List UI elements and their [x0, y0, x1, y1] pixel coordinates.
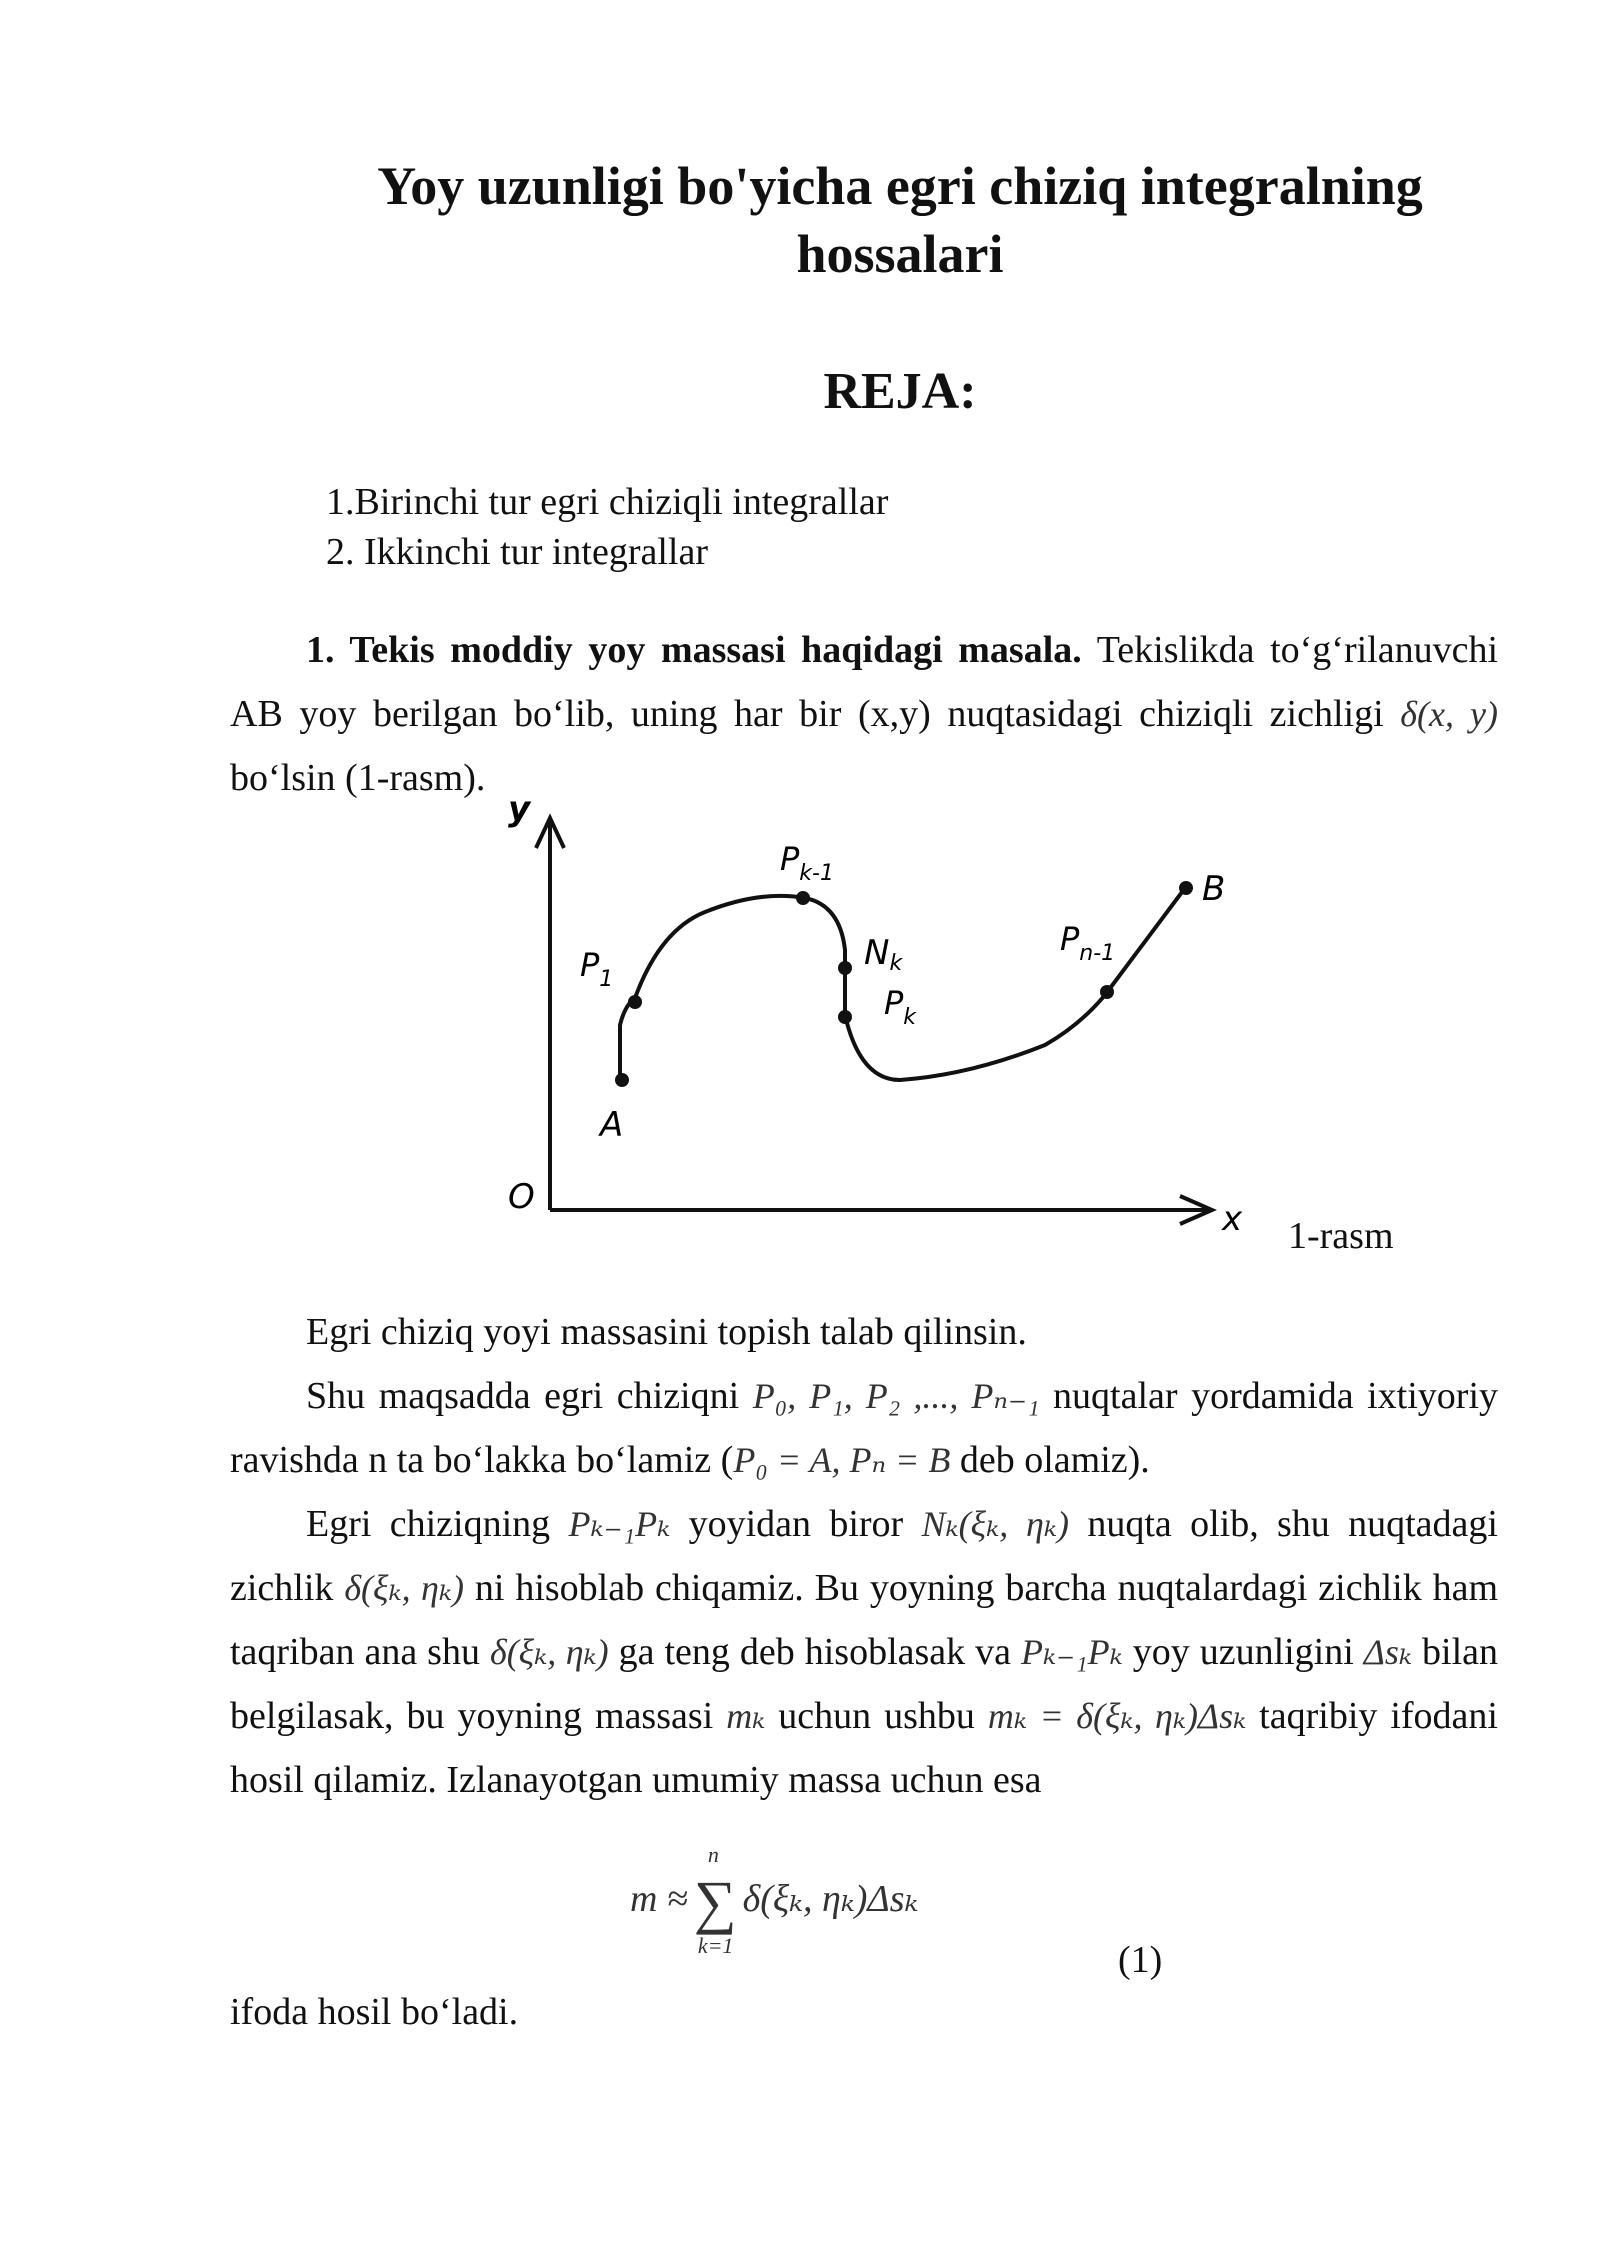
point-Pk [838, 1010, 852, 1024]
plan-heading: REJA: [823, 363, 977, 420]
label-origin: O [508, 1177, 535, 1217]
p4-text-c: nuqta olib, shu nuqtadagi zichlik [230, 1503, 1498, 1609]
equation-lhs: m ≈ [630, 1878, 688, 1921]
sum-symbol: n ∑ k=1 [693, 1842, 737, 1958]
p4-text-i: taqribiy ifodani hosil qilamiz. Izlanayotgan umumiy massa uchun esa [230, 1695, 1498, 1801]
formula-density-nk-2: δ(ξₖ, ηₖ) [489, 1632, 609, 1672]
formula-arc-length: Δsₖ [1363, 1632, 1413, 1672]
figure-arc-diagram [500, 790, 1260, 1250]
label-Pk-1: $P_{k-1}$ [780, 840, 834, 886]
formula-partition-points: P₀, P₁, P₂ ,..., Pₙ₋₁ [752, 1376, 1040, 1416]
formula-density: δ(x, y) [1400, 694, 1499, 734]
p4-text-g: bilan belgilasak, bu yoyning massasi [230, 1631, 1499, 1737]
p4-text-f: yoy uzunligini [1122, 1631, 1364, 1673]
formula-arc-segment-2: Pₖ₋₁Pₖ [1020, 1632, 1123, 1672]
label-x: x [1222, 1199, 1243, 1239]
paragraph-2: Egri chiziq yoyi massasini topish talab qilinsin. [306, 1311, 1027, 1353]
equation-1 [630, 1842, 919, 1958]
label-Pk: $P_k$ [884, 984, 917, 1030]
plan-item-2: 2. Ikkinchi tur integrallar [326, 531, 708, 573]
label-B: B [1202, 869, 1226, 909]
point-P1 [628, 995, 642, 1009]
section-1-text-b: bo‘lsin (1-rasm). [230, 757, 486, 799]
point-B [1179, 881, 1193, 895]
sum-upper-limit: n [707, 1842, 719, 1867]
paragraph-3 [230, 1364, 1498, 1492]
p3-text-a: Shu maqsadda egri chiziqni [306, 1375, 753, 1417]
point-Pn-1 [1100, 985, 1114, 999]
equation-rhs: δ(ξₖ, ηₖ)Δsₖ [742, 1878, 919, 1921]
formula-endpoints: P₀ = A, Pₙ = B [733, 1440, 951, 1480]
p4-text-d: ni hisoblab chiqamiz. Bu yoyning barcha nuqtalardagi zichlik ham taqriban ana shu [230, 1567, 1499, 1673]
p3-text-b: nuqtalar yordamida ixtiyoriy ravishda n ta bo‘lakka bo‘lamiz ( [230, 1375, 1499, 1481]
formula-mass-approx: mₖ = δ(ξₖ, ηₖ)Δsₖ [987, 1696, 1247, 1736]
p3-text-c: deb olamiz). [950, 1439, 1150, 1481]
p4-text-e: ga teng deb hisoblasak va [608, 1631, 1021, 1673]
formula-density-nk: δ(ξₖ, ηₖ) [344, 1568, 464, 1608]
label-Pn-1: $P_{n-1}$ [1060, 920, 1116, 966]
label-y: y [508, 790, 531, 829]
label-P1: $P_1$ [580, 946, 614, 992]
point-A [615, 1073, 629, 1087]
label-A: A [600, 1105, 624, 1145]
formula-point-nk: Nₖ(ξₖ, ηₖ) [921, 1504, 1069, 1544]
point-Pk-1 [796, 891, 810, 905]
page-title [300, 152, 1500, 288]
equation-number: (1) [1118, 1939, 1163, 1981]
point-Nk [838, 961, 852, 975]
section-1-paragraph [230, 618, 1498, 810]
figure-caption: 1-rasm [1288, 1215, 1394, 1257]
p4-text-h: uchun ushbu [765, 1695, 988, 1737]
section-1-text-a: Tekislikda to‘g‘rilanuvchi AB yoy berilgan bo‘lib, uning har bir (x,y) nuqtasidagi chiziqli zichligi [230, 629, 1498, 735]
section-1-heading: 1. Tekis moddiy yoy massasi haqidagi masala. [306, 629, 1082, 671]
sum-lower-limit: k=1 [697, 1933, 734, 1958]
p4-text-b: yoyidan biror [670, 1503, 922, 1545]
formula-arc-segment: Pₖ₋₁Pₖ [568, 1504, 671, 1544]
plan-item-1: 1.Birinchi tur egri chiziqli integrallar [326, 481, 889, 523]
title-line-2: hossalari [796, 224, 1004, 284]
p4-text-a: Egri chiziqning [306, 1503, 569, 1545]
paragraph-5: ifoda hosil bo‘ladi. [230, 1991, 519, 2033]
label-Nk: Nk [864, 933, 903, 976]
paragraph-4 [230, 1492, 1498, 1812]
title-line-1: Yoy uzunligi bo'yicha egri chiziq integralning [377, 156, 1423, 216]
formula-mass-k: mₖ [726, 1696, 766, 1736]
